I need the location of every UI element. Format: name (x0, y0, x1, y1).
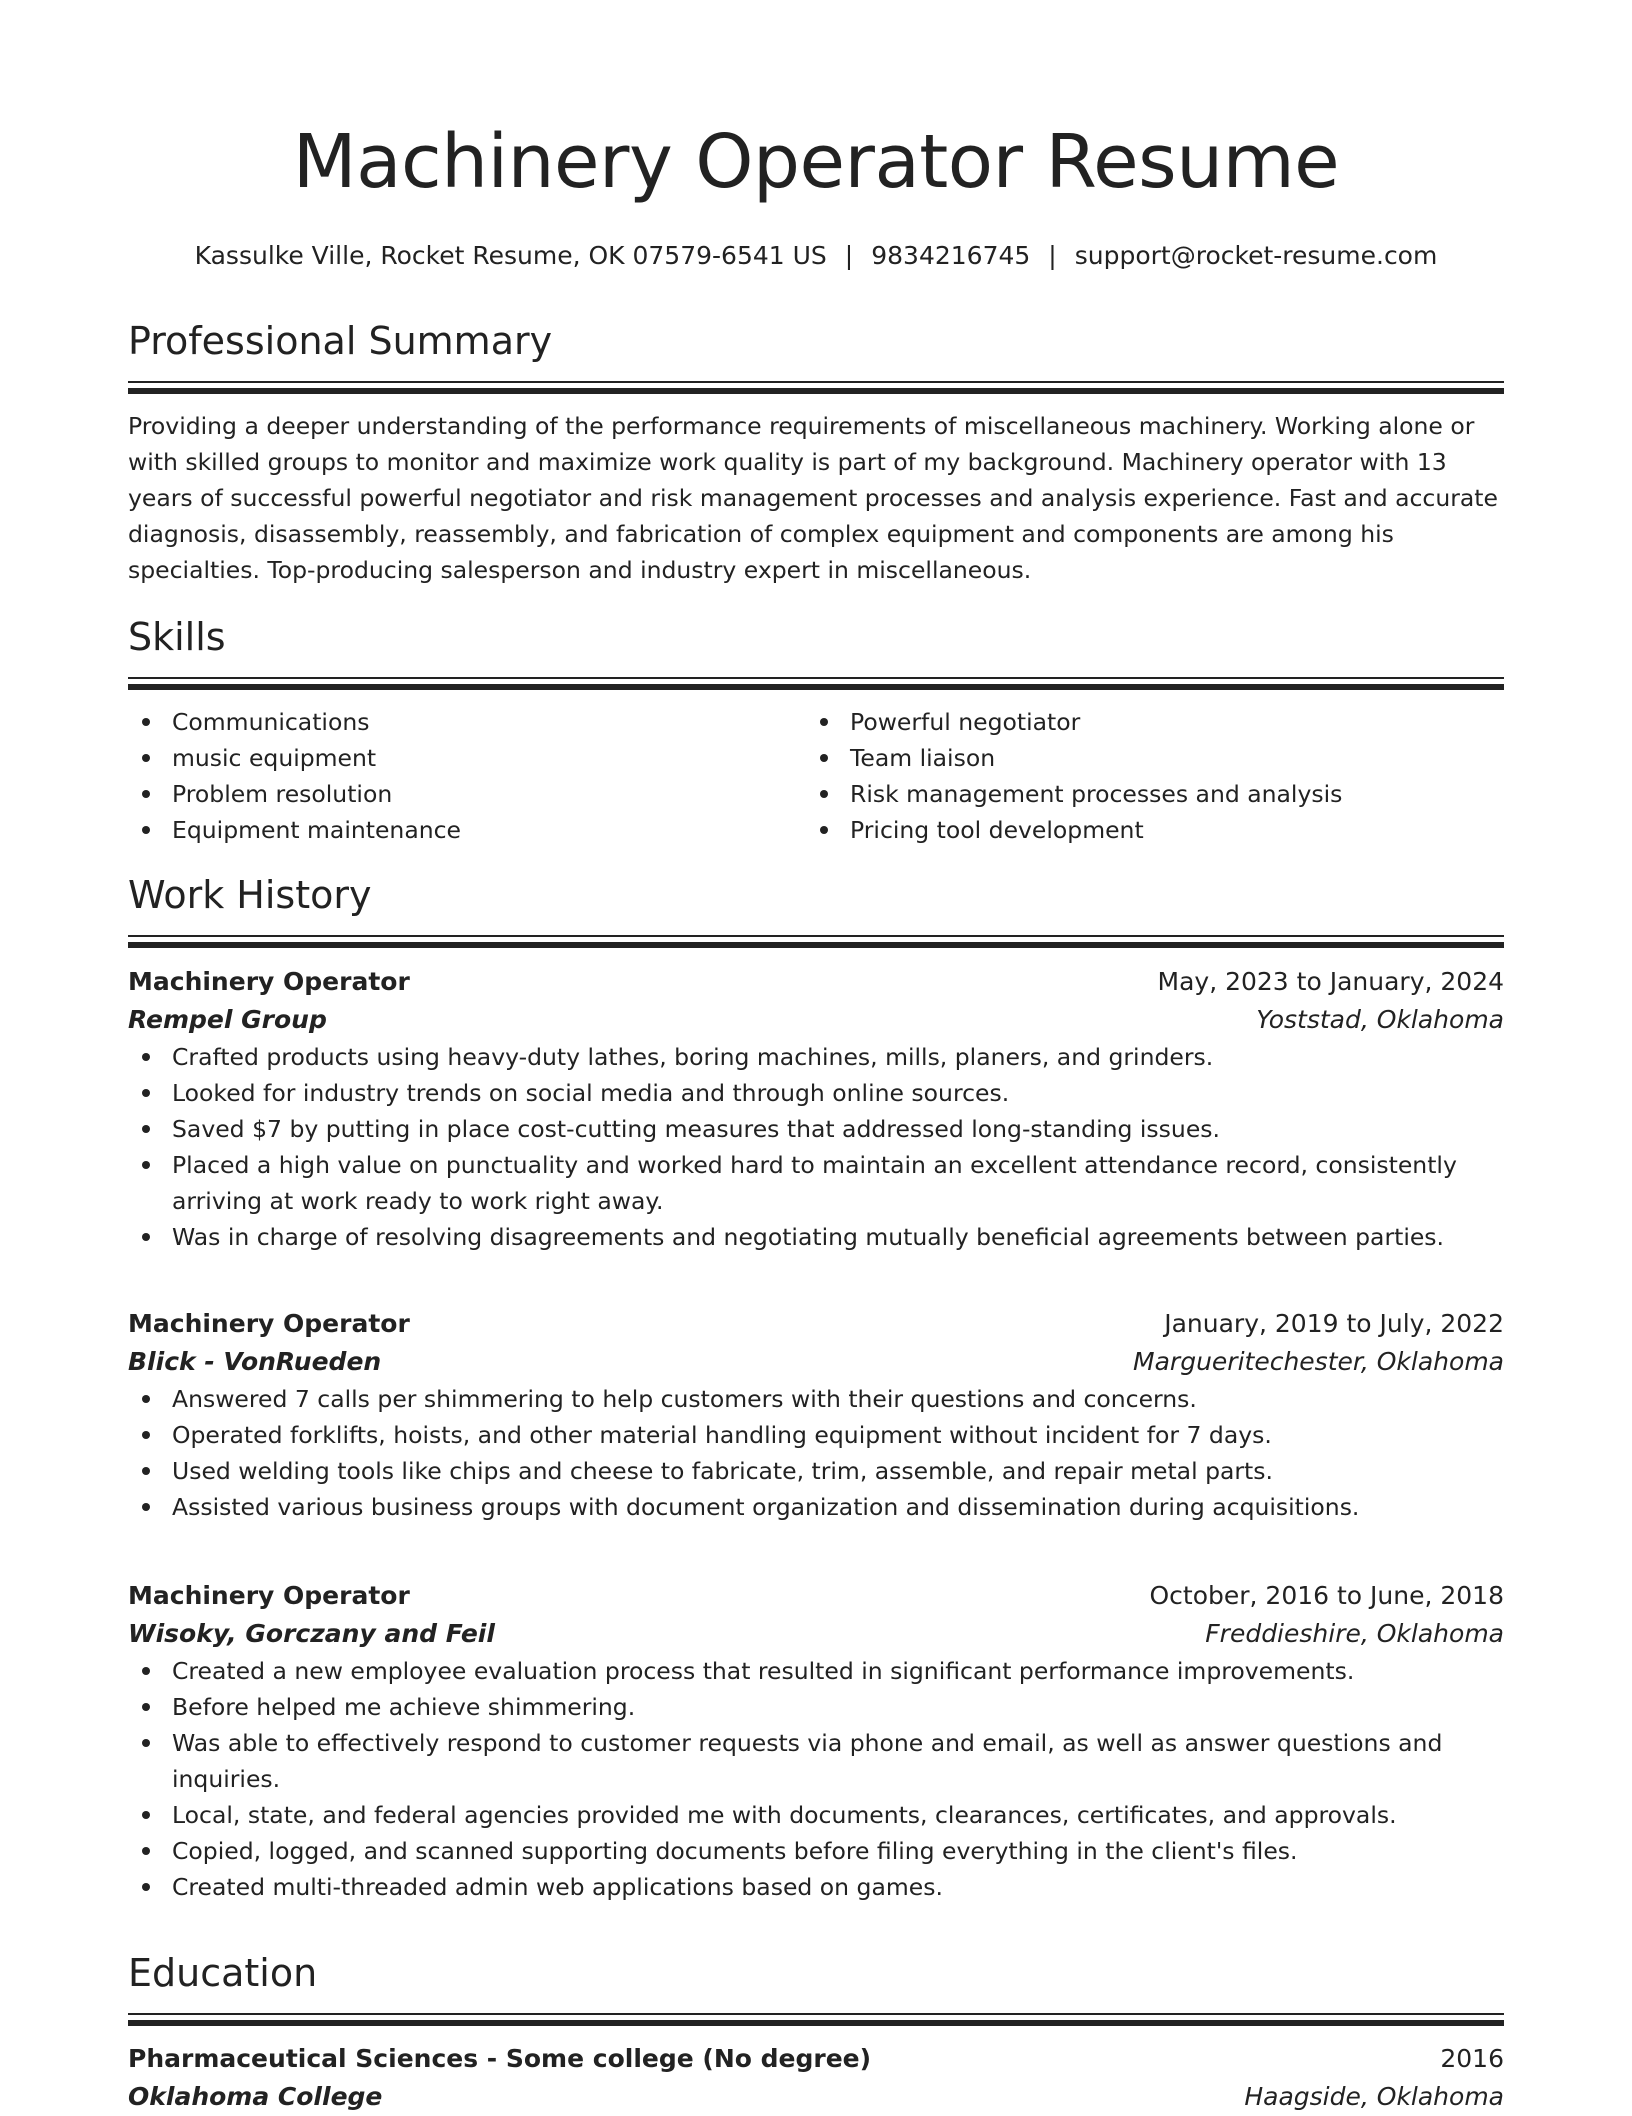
contact-email: support@rocket-resume.com (1074, 241, 1438, 270)
education-entry (128, 2040, 1504, 2116)
contact-phone: 9834216745 (871, 241, 1031, 270)
list-item (128, 1075, 1504, 1111)
skill-label: Risk management processes and analysis (850, 780, 1343, 808)
education-subheader-row (128, 2078, 1504, 2116)
education-section (128, 1950, 1504, 2116)
job-bullets (128, 1653, 1504, 1905)
section-heading-work: Work History (128, 873, 372, 917)
list-item (128, 1039, 1504, 1075)
summary-section (128, 318, 1504, 588)
bullet-text: Before helped me achieve shimmering. (172, 1693, 636, 1721)
section-heading-education: Education (128, 1951, 318, 1995)
job-header-row (128, 1305, 1504, 1343)
section-divider-thick (128, 2020, 1504, 2026)
bullet-icon (142, 1811, 150, 1819)
job-location: Yoststad, Oklahoma (1256, 1005, 1504, 1034)
bullet-text: Placed a high value on punctuality and worked hard to maintain an excellent attendance record, consistently arriving at work ready to work right away. (172, 1151, 1457, 1215)
bullet-icon (142, 1883, 150, 1891)
list-item (128, 1111, 1504, 1147)
skill-item (128, 776, 806, 812)
list-item (128, 1219, 1504, 1255)
bullet-icon (142, 1053, 150, 1061)
skill-item (128, 740, 806, 776)
job-subheader-row (128, 1615, 1504, 1653)
job-title: Machinery Operator (128, 1309, 410, 1338)
education-year: 2016 (1440, 2044, 1504, 2073)
bullet-icon (142, 1467, 150, 1475)
list-item (128, 1453, 1504, 1489)
job-company: Rempel Group (128, 1005, 327, 1034)
bullet-text: Local, state, and federal agencies provided me with documents, clearances, certificates, and approvals. (172, 1801, 1397, 1829)
bullet-text: Crafted products using heavy-duty lathes, boring machines, mills, planers, and grinders. (172, 1043, 1214, 1071)
section-divider-thick (128, 942, 1504, 948)
education-school: Oklahoma College (128, 2082, 383, 2111)
skill-item (806, 776, 1484, 812)
skills-list-left (128, 704, 806, 848)
bullet-text: Assisted various business groups with document organization and dissemination during acquisitions. (172, 1493, 1360, 1521)
skill-item (128, 704, 806, 740)
section-divider (128, 381, 1504, 383)
bullet-icon (142, 1431, 150, 1439)
section-divider-thick (128, 388, 1504, 394)
job-entry (128, 963, 1504, 1255)
section-divider (128, 2013, 1504, 2015)
bullet-icon (142, 718, 150, 726)
bullet-icon (142, 1503, 150, 1511)
bullet-icon (142, 1667, 150, 1675)
job-entry (128, 1577, 1504, 1905)
bullet-text: Was in charge of resolving disagreements and negotiating mutually beneficial agreements between parties. (172, 1223, 1445, 1251)
job-title: Machinery Operator (128, 967, 410, 996)
bullet-icon (142, 790, 150, 798)
bullet-text: Saved $7 by putting in place cost-cutting measures that addressed long-standing issues. (172, 1115, 1220, 1143)
job-dates: October, 2016 to June, 2018 (1149, 1581, 1504, 1610)
skills-list-right (806, 704, 1484, 848)
list-item (128, 1833, 1504, 1869)
job-dates: May, 2023 to January, 2024 (1157, 967, 1504, 996)
bullet-icon (820, 754, 828, 762)
section-heading-skills: Skills (128, 615, 226, 659)
contact-separator: | (844, 241, 854, 270)
summary-text: Providing a deeper understanding of the performance requirements of miscellaneous machinery. Working alone or with skilled groups to monitor and maximize work quality is part of my background. Machinery operator with 13 years of successful powerful negotiator and risk management processes and analysis experience. Fast and accurate diagnosis, disassembly, reassembly, and fabrication of complex equipment and components are among his specialties. Top-producing salesperson and industry expert in miscellaneous. (128, 412, 1498, 584)
skills-grid (128, 704, 1504, 848)
job-location: Margueritechester, Oklahoma (1133, 1347, 1504, 1376)
list-item (128, 1797, 1504, 1833)
skill-label: Team liaison (850, 744, 996, 772)
bullet-icon (820, 718, 828, 726)
skill-item (806, 812, 1484, 848)
skill-label: music equipment (172, 744, 377, 772)
job-location: Freddieshire, Oklahoma (1205, 1619, 1504, 1648)
bullet-text: Was able to effectively respond to customer requests via phone and email, as well as answer questions and inquiries. (172, 1729, 1443, 1793)
work-history-section (128, 872, 1504, 948)
education-header-row (128, 2040, 1504, 2078)
skill-label: Pricing tool development (850, 816, 1144, 844)
bullet-text: Operated forklifts, hoists, and other material handling equipment without incident for 7 days. (172, 1421, 1272, 1449)
section-divider-thick (128, 684, 1504, 690)
job-dates: January, 2019 to July, 2022 (1164, 1309, 1504, 1338)
job-subheader-row (128, 1343, 1504, 1381)
skill-label: Powerful negotiator (850, 708, 1081, 736)
education-location: Haagside, Oklahoma (1244, 2082, 1504, 2111)
bullet-text: Used welding tools like chips and cheese to fabricate, trim, assemble, and repair metal parts. (172, 1457, 1273, 1485)
job-header-row (128, 963, 1504, 1001)
bullet-icon (142, 1703, 150, 1711)
bullet-icon (142, 826, 150, 834)
contact-separator: | (1048, 241, 1057, 270)
job-company: Blick - VonRueden (128, 1347, 382, 1376)
job-title: Machinery Operator (128, 1581, 410, 1610)
skill-item (128, 812, 806, 848)
bullet-text: Copied, logged, and scanned supporting documents before filing everything in the client's files. (172, 1837, 1298, 1865)
list-item (128, 1725, 1504, 1797)
section-heading-summary: Professional Summary (128, 319, 553, 363)
list-item (128, 1147, 1504, 1219)
list-item (128, 1689, 1504, 1725)
job-subheader-row (128, 1001, 1504, 1039)
list-item (128, 1489, 1504, 1525)
bullet-text: Looked for industry trends on social media and through online sources. (172, 1079, 1010, 1107)
resume-title: Machinery Operator Resume (292, 119, 1340, 205)
list-item (128, 1869, 1504, 1905)
contact-line (128, 240, 1504, 272)
bullet-icon (820, 826, 828, 834)
bullet-icon (142, 1125, 150, 1133)
bullet-text: Created a new employee evaluation process that resulted in significant performance improvements. (172, 1657, 1355, 1685)
contact-address: Kassulke Ville, Rocket Resume, OK 07579-6541 US (194, 241, 827, 270)
bullet-text: Created multi-threaded admin web applications based on games. (172, 1873, 943, 1901)
job-bullets (128, 1381, 1504, 1525)
skill-label: Equipment maintenance (172, 816, 461, 844)
bullet-icon (820, 790, 828, 798)
education-degree: Pharmaceutical Sciences - Some college (No degree) (128, 2044, 872, 2073)
bullet-icon (142, 1847, 150, 1855)
skill-item (806, 704, 1484, 740)
bullet-icon (142, 1161, 150, 1169)
bullet-text: Answered 7 calls per shimmering to help customers with their questions and concerns. (172, 1385, 1197, 1413)
list-item (128, 1381, 1504, 1417)
section-divider (128, 935, 1504, 937)
job-company: Wisoky, Gorczany and Feil (128, 1619, 495, 1648)
list-item (128, 1417, 1504, 1453)
skills-section (128, 614, 1504, 848)
list-item (128, 1653, 1504, 1689)
skill-label: Communications (172, 708, 370, 736)
skill-label: Problem resolution (172, 780, 393, 808)
job-entry (128, 1305, 1504, 1525)
bullet-icon (142, 1233, 150, 1241)
bullet-icon (142, 1395, 150, 1403)
bullet-icon (142, 1089, 150, 1097)
job-header-row (128, 1577, 1504, 1615)
skill-item (806, 740, 1484, 776)
bullet-icon (142, 1739, 150, 1747)
job-bullets (128, 1039, 1504, 1255)
bullet-icon (142, 754, 150, 762)
section-divider (128, 677, 1504, 679)
